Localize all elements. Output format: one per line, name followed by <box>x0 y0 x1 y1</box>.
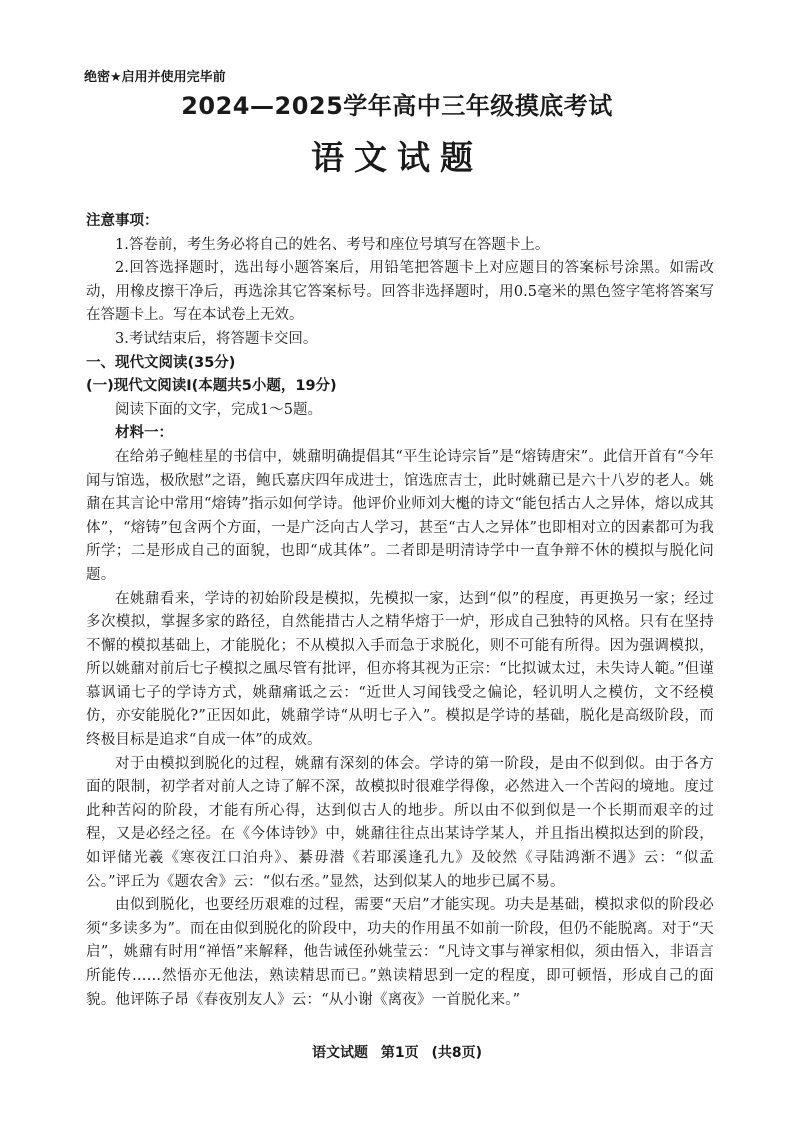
material-paragraph-3: 对于由模拟到脱化的过程，姚鼐有深刻的体会。学诗的第一阶段，是由不似到似。由于各方面的限制，初学者对前人之诗了解不深，故模拟时很难学得像，必然进入一个苦闷的境地。度过此种苦闷的阶段，才能有所心得，达到似古人的地步。所以由不似到似是一个长期而艰辛的过程，又是必经之径。在《今体诗钞》中，姚鼐往往点出某诗学某人，并且指出模拟达到的阶段，如评储光羲《寒夜江口泊舟》、綦毋潜《若耶溪逢孔九》及皎然《寻陆鸿渐不遇》云：“似孟公。”评丘为《题农舍》云：“似右丞。”显然，达到似某人的地步已属不易。 <box>86 755 714 890</box>
section-heading: 一、现代文阅读(35分) <box>86 354 236 371</box>
notice-item-2: 2.回答选择题时，选出每小题答案后，用铅笔把答题卡上对应题目的答案标号涂黑。如需改动，用橡皮擦干净后，再选涂其它答案标号。回答非选择题时，用0.5毫米的黑色签字笔将答案写在答题卡上。写在本试卷上无效。 <box>86 260 714 324</box>
notice-item-1: 1.答卷前，考生务必将自己的姓名、考号和座位号填写在答题卡上。 <box>115 236 550 253</box>
page-footer <box>0 1042 794 1062</box>
footer-subject: 语文试题 <box>311 1045 368 1061</box>
material-paragraph-2: 在姚鼐看来，学诗的初始阶段是模拟，先模拟一家，达到“似”的程度，再更换另一家；经过多次模拟，掌握多家的路径，自然能措古人之精华熔于一炉，形成自己独特的风格。只有在坚持不懈的模拟基础上，才能脱化；不从模拟入手而急于求脱化，则不可能有所得。因为强调模拟，所以姚鼐对前后七子模拟之風尽管有批评，但亦将其视为正宗：“比拟诚太过，未失诗人範。”但谨慕讽诵七子的学诗方式，姚鼐痛诋之云：“近世人习闻钱受之偏论，轻讥明人之模仿，文不经模仿，亦安能脱化?”正因如此，姚鼐学诗“从明七子入”。模拟是学诗的基础，脱化是高级阶段，而终极目标是追求“自成一体”的成效。 <box>86 590 714 749</box>
footer-total-pages: (共8页) <box>431 1045 483 1061</box>
footer-page-number: 第1页 <box>380 1045 419 1061</box>
material-paragraph-4: 由似到脱化，也要经历艰难的过程，需要“天启”才能实现。功夫是基础，模拟求似的阶段必须“多读多为”。而在由似到脱化的阶段中，功夫的作用虽不如前一阶段，但仍不能脱离。对于“天启”，姚鼐有时用“禅悟”来解释，他告诫侄孙姚莹云：“凡诗文事与禅家相似，须由悟入，非语言所能传……然悟亦无他法，熟读精思而已。”熟读精思到一定的程度，即可顿悟，形成自己的面貌。他评陈子昂《春夜别友人》云：“从小谢《离夜》一首脱化来。” <box>86 897 714 1008</box>
instruction-text: 阅读下面的文字，完成1～5题。 <box>115 401 322 418</box>
subject-title: 语文试题 <box>311 138 483 177</box>
notice-heading: 注意事项： <box>86 213 159 229</box>
material-label: 材料一： <box>115 425 173 442</box>
material-paragraph-1: 在给弟子鲍桂星的书信中，姚鼐明确提倡其“平生论诗宗旨”是“熔铸唐宋”。此信开首有“今年闻与馆选，极欣慰”之语，鲍氏嘉庆四年成进士，馆选庶吉士，此时姚鼐已是六十八岁的老人。姚鼐在其言论中常用“熔铸”指示如何学诗。他评价业师刘大櫆的诗文“能包括古人之异体，熔以成其体”，“熔铸”包含两个方面，一是广泛向古人学习，甚至“古人之异体”也即相对立的因素都可为我所学；二是形成自己的面貌，也即“成其体”。二者即是明清诗学中一直争辩不休的模拟与脱化问题。 <box>86 448 714 583</box>
exam-title: 2024—2025学年高中三年级摸底考试 <box>181 92 613 120</box>
notice-item-3: 3.考试结束后，将答题卡交回。 <box>115 330 318 347</box>
exam-body <box>86 210 714 1012</box>
section-subheading: (一)现代文阅读Ⅰ(本题共5小题，19分) <box>86 378 337 395</box>
secret-mark: 绝密★启用并使用完毕前 <box>84 70 226 85</box>
